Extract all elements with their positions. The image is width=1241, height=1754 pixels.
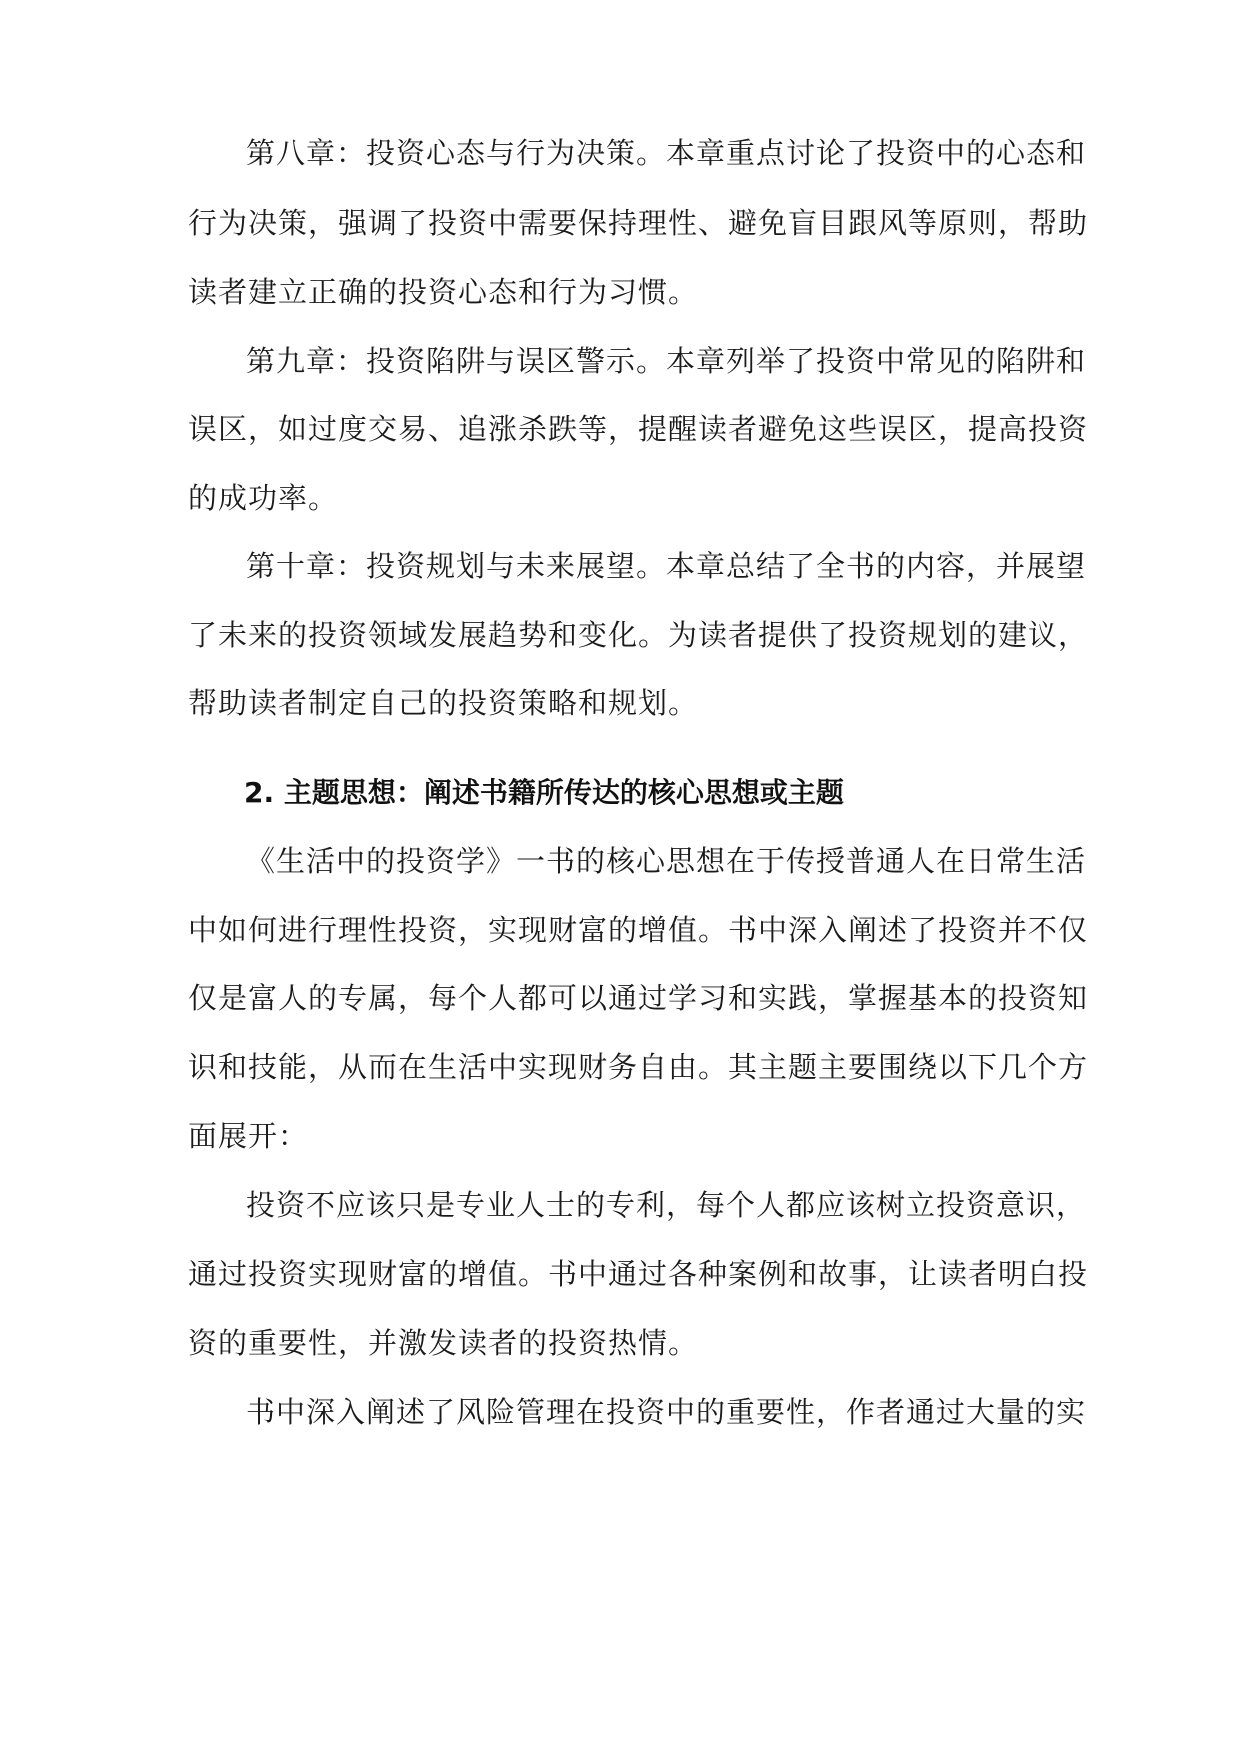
risk-line-1: 书中深入阐述了风险管理在投资中的重要性，作者通过大量的实 xyxy=(246,1395,1087,1429)
chapter10-line-2: 了未来的投资领域发展趋势和变化。为读者提供了投资规划的建议， xyxy=(188,618,1089,652)
chapter8-line-3: 读者建立正确的投资心态和行为习惯。 xyxy=(188,275,699,309)
theme-line-2: 中如何进行理性投资，实现财富的增值。书中深入阐述了投资并不仅 xyxy=(188,913,1089,947)
chapter9-line-3: 的成功率。 xyxy=(188,481,339,515)
theme-line-5: 面展开： xyxy=(188,1119,309,1153)
theme-line-3: 仅是富人的专属，每个人都可以通过学习和实践，掌握基本的投资知 xyxy=(188,981,1089,1015)
awareness-line-2: 通过投资实现财富的增值。书中通过各种案例和故事，让读者明白投 xyxy=(188,1257,1089,1291)
chapter8-line-1: 第八章：投资心态与行为决策。本章重点讨论了投资中的心态和 xyxy=(246,136,1087,170)
theme-line-1: 《生活中的投资学》一书的核心思想在于传授普通人在日常生活 xyxy=(246,844,1087,878)
chapter10-line-1: 第十章：投资规划与未来展望。本章总结了全书的内容，并展望 xyxy=(246,549,1087,583)
awareness-line-1: 投资不应该只是专业人士的专利，每个人都应该树立投资意识， xyxy=(246,1188,1087,1222)
chapter9-line-2: 误区，如过度交易、追涨杀跌等，提醒读者避免这些误区，提高投资 xyxy=(188,412,1089,446)
chapter8-line-2: 行为决策，强调了投资中需要保持理性、避免盲目跟风等原则，帮助 xyxy=(188,206,1089,240)
section-heading: 2. 主题思想：阐述书籍所传达的核心思想或主题 xyxy=(244,776,844,809)
theme-line-4: 识和技能，从而在生活中实现财务自由。其主题主要围绕以下几个方 xyxy=(188,1050,1089,1084)
chapter10-line-3: 帮助读者制定自己的投资策略和规划。 xyxy=(188,686,699,720)
chapter9-line-1: 第九章：投资陷阱与误区警示。本章列举了投资中常见的陷阱和 xyxy=(246,344,1087,378)
awareness-line-3: 资的重要性，并激发读者的投资热情。 xyxy=(188,1326,699,1360)
